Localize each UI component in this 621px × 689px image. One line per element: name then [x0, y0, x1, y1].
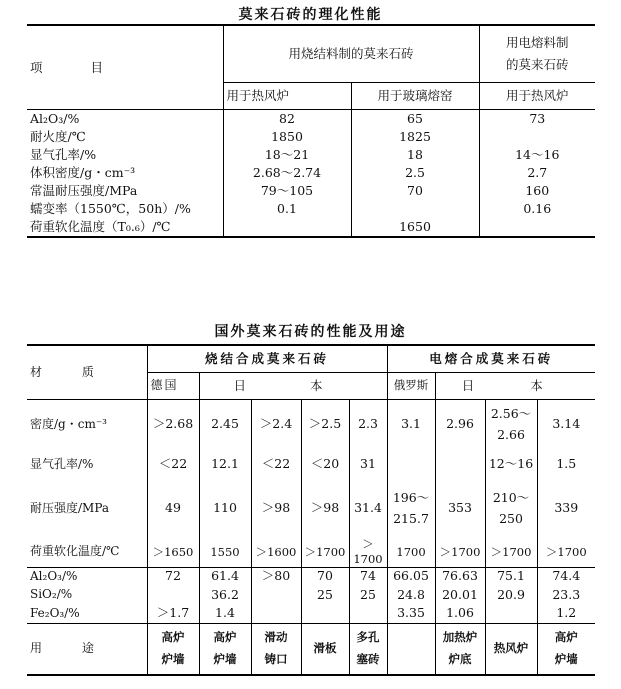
cell: 1700 — [387, 537, 435, 567]
cell: 49 — [147, 479, 199, 537]
cell: 110 — [199, 479, 251, 537]
fused-group-header — [479, 25, 595, 83]
row-label: 荷重软化温度（T₀.₆）/℃ — [27, 218, 223, 237]
cell: 70 — [301, 567, 349, 585]
cell: ＞2.5 — [301, 399, 349, 449]
cell: 25 — [301, 585, 349, 604]
row-label: 荷重软化温度/℃ — [27, 537, 147, 567]
use-cell — [485, 623, 537, 675]
sub-header-hot-blast-1: 用于热风炉 — [223, 83, 351, 110]
cell: 1.06 — [435, 604, 485, 623]
cell: ＞2.68 — [147, 399, 199, 449]
use-cell — [387, 623, 435, 675]
row-label: SiO₂/% — [27, 585, 147, 604]
cell: 0.16 — [479, 200, 595, 218]
row-label: 用 途 — [27, 623, 147, 675]
use-line: 炉底 — [448, 651, 472, 666]
cell: ＞1700 — [537, 537, 595, 567]
use-line: 铸口 — [264, 651, 288, 666]
cell: 339 — [537, 479, 595, 537]
use-line: 滑板 — [313, 640, 337, 655]
cell: 0.1 — [223, 200, 351, 218]
cell — [479, 128, 595, 146]
cell: 31.4 — [349, 479, 387, 537]
item-header: 项 目 — [27, 25, 223, 110]
table-row-fe2o3 — [27, 604, 595, 623]
table1-title: 莫来石砖的理化性能 — [238, 7, 383, 23]
cell: 2.96 — [435, 399, 485, 449]
use-line: 炉墙 — [554, 651, 578, 666]
use-cell — [199, 623, 251, 675]
cell-line: 250 — [499, 510, 523, 526]
cell: 14～16 — [479, 146, 595, 164]
cell: ＞1700 — [301, 537, 349, 567]
cell — [301, 604, 349, 623]
table-row-strength — [27, 479, 595, 537]
table-row — [27, 164, 595, 182]
table-row — [27, 146, 595, 164]
cell — [387, 449, 435, 479]
cell: ＞2.4 — [251, 399, 301, 449]
cell — [435, 449, 485, 479]
cell: 18～21 — [223, 146, 351, 164]
cell: 79～105 — [223, 182, 351, 200]
cell: 24.8 — [387, 585, 435, 604]
cell — [351, 200, 479, 218]
table-row-use — [27, 623, 595, 675]
cell: ＞1650 — [147, 537, 199, 567]
fused-group-line2: 的莫来石砖 — [506, 57, 569, 72]
cell — [349, 604, 387, 623]
row-label: 耐火度/℃ — [27, 128, 223, 146]
table-row — [27, 110, 595, 129]
use-line: 热风炉 — [493, 640, 529, 655]
cell: 1825 — [351, 128, 479, 146]
cell — [223, 218, 351, 237]
cell: 74 — [349, 567, 387, 585]
cell — [251, 585, 301, 604]
cell: 1650 — [351, 218, 479, 237]
cell: ＞1700 — [349, 537, 387, 567]
cell: 353 — [435, 479, 485, 537]
use-cell — [349, 623, 387, 675]
table2-title: 国外莫来石砖的性能及用途 — [214, 324, 407, 340]
table-row — [27, 182, 595, 200]
row-label: 体积密度/g・cm⁻³ — [27, 164, 223, 182]
cell: ＜20 — [301, 449, 349, 479]
cell: 20.01 — [435, 585, 485, 604]
sub-header-hot-blast-2: 用于热风炉 — [479, 83, 595, 110]
use-line: 塞砖 — [356, 651, 380, 666]
row-label: 耐压强度/MPa — [27, 479, 147, 537]
use-line: 加热炉 — [442, 629, 478, 644]
cell-line: 2.66 — [497, 426, 525, 442]
sintered-group-header: 用烧结料制的莫来石砖 — [223, 25, 479, 83]
table-row-density — [27, 399, 595, 449]
row-label: 密度/g・cm⁻³ — [27, 399, 147, 449]
cell: 74.4 — [537, 567, 595, 585]
country-germany: 德国 — [147, 372, 199, 399]
row-label: 蠕变率（1550℃，50h）/% — [27, 200, 223, 218]
cell: 66.05 — [387, 567, 435, 585]
cell-line: 215.7 — [393, 510, 429, 526]
use-cell — [537, 623, 595, 675]
row-label: 常温耐压强度/MPa — [27, 182, 223, 200]
fused-group-line1: 用电熔料制 — [506, 35, 569, 51]
table-row — [27, 128, 595, 146]
cell: ＜22 — [251, 449, 301, 479]
cell: 3.14 — [537, 399, 595, 449]
row-label: Al₂O₃/% — [27, 110, 223, 129]
cell: 73 — [479, 110, 595, 129]
table-row-sio2 — [27, 585, 595, 604]
use-line: 高炉 — [161, 629, 185, 644]
use-cell — [147, 623, 199, 675]
cell: ＞1700 — [435, 537, 485, 567]
cell: 18 — [351, 146, 479, 164]
cell: 3.35 — [387, 604, 435, 623]
sintered-synthetic-header: 烧结合成莫来石砖 — [147, 345, 387, 372]
cell: 2.45 — [199, 399, 251, 449]
cell: ＞1700 — [485, 537, 537, 567]
cell: 1.5 — [537, 449, 595, 479]
fused-synthetic-header: 电熔合成莫来石砖 — [387, 345, 595, 372]
use-cell — [435, 623, 485, 675]
row-label: Fe₂O₃/% — [27, 604, 147, 623]
country-japan-fused: 日 本 — [435, 372, 595, 399]
cell: 65 — [351, 110, 479, 129]
cell: 1.2 — [537, 604, 595, 623]
row-label: Al₂O₃/% — [27, 567, 147, 585]
use-line: 炉墙 — [213, 651, 237, 666]
table-row — [27, 218, 595, 237]
cell: 1.4 — [199, 604, 251, 623]
cell: 75.1 — [485, 567, 537, 585]
cell: 25 — [349, 585, 387, 604]
cell — [147, 585, 199, 604]
table-row-softening — [27, 537, 595, 567]
table-row — [27, 200, 595, 218]
cell-line: 196～ — [392, 489, 430, 505]
cell: 3.1 — [387, 399, 435, 449]
cell: 76.63 — [435, 567, 485, 585]
use-line: 炉墙 — [161, 651, 185, 666]
cell — [485, 604, 537, 623]
cell-range — [485, 399, 537, 449]
cell: ＞98 — [301, 479, 349, 537]
use-line: 高炉 — [213, 629, 237, 644]
cell-range — [485, 479, 537, 537]
cell: 2.3 — [349, 399, 387, 449]
table-row-porosity — [27, 449, 595, 479]
cell: 1850 — [223, 128, 351, 146]
cell: 82 — [223, 110, 351, 129]
cell: 70 — [351, 182, 479, 200]
cell: 61.4 — [199, 567, 251, 585]
table-row-al2o3 — [27, 567, 595, 585]
cell: 12～16 — [485, 449, 537, 479]
row-label: 显气孔率/% — [27, 146, 223, 164]
cell: 72 — [147, 567, 199, 585]
cell: 1550 — [199, 537, 251, 567]
use-line: 多孔 — [356, 629, 380, 644]
country-japan-sintered: 日 本 — [199, 372, 387, 399]
cell: 36.2 — [199, 585, 251, 604]
cell: 2.7 — [479, 164, 595, 182]
cell-line: 210～ — [492, 489, 530, 505]
cell: 12.1 — [199, 449, 251, 479]
cell-line: 2.56～ — [490, 406, 532, 422]
cell: ＜22 — [147, 449, 199, 479]
cell: ＞98 — [251, 479, 301, 537]
material-header: 材 质 — [27, 345, 147, 399]
use-line: 滑动 — [264, 629, 288, 644]
cell: ＞1.7 — [147, 604, 199, 623]
use-line: 高炉 — [554, 629, 578, 644]
cell — [251, 604, 301, 623]
cell — [479, 218, 595, 237]
cell: ＞80 — [251, 567, 301, 585]
cell: 160 — [479, 182, 595, 200]
row-label: 显气孔率/% — [27, 449, 147, 479]
use-cell — [301, 623, 349, 675]
cell: 31 — [349, 449, 387, 479]
country-russia: 俄罗斯 — [387, 372, 435, 399]
cell-range — [387, 479, 435, 537]
cell: 23.3 — [537, 585, 595, 604]
cell: 2.5 — [351, 164, 479, 182]
cell: 2.68～2.74 — [223, 164, 351, 182]
cell: 20.9 — [485, 585, 537, 604]
foreign-mullite-table — [27, 344, 595, 676]
cell: ＞1600 — [251, 537, 301, 567]
use-cell — [251, 623, 301, 675]
physical-properties-table — [27, 24, 595, 238]
sub-header-glass-furnace: 用于玻璃熔窑 — [351, 83, 479, 110]
